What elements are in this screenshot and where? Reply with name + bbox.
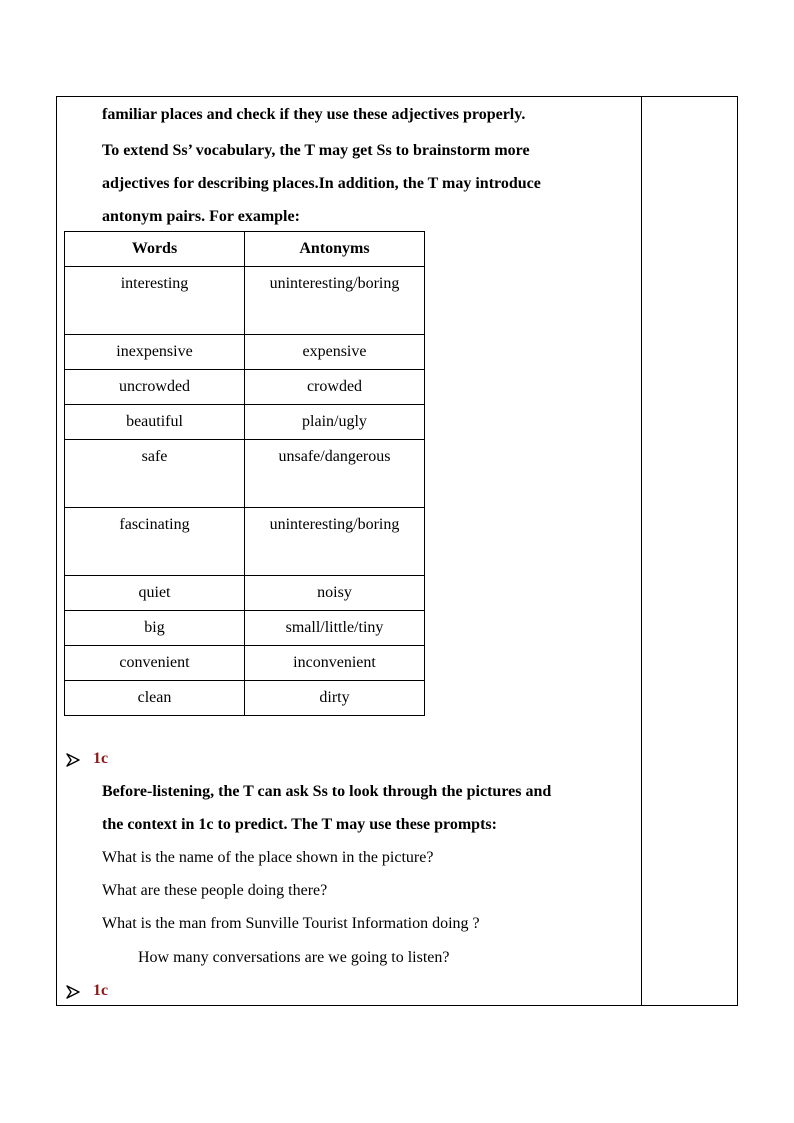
antonym-cell: dirty bbox=[245, 681, 425, 716]
word-cell: interesting bbox=[65, 267, 245, 335]
antonym-cell: crowded bbox=[245, 370, 425, 405]
antonym-cell: plain/ugly bbox=[245, 405, 425, 440]
arrow-bullet-icon bbox=[66, 753, 80, 767]
antonym-cell: inconvenient bbox=[245, 646, 425, 681]
bullet-arrow bbox=[66, 750, 80, 770]
header-antonyms: Antonyms bbox=[245, 232, 425, 267]
antonym-text: uninteresting/boring bbox=[269, 275, 400, 292]
table-row bbox=[65, 646, 425, 681]
word-cell: beautiful bbox=[65, 405, 245, 440]
antonym-text: unsafe/dangerous bbox=[278, 448, 391, 465]
word-cell: safe bbox=[65, 440, 245, 508]
antonym-cell: expensive bbox=[245, 335, 425, 370]
antonym-cell: small/little/tiny bbox=[245, 611, 425, 646]
column-divider bbox=[641, 97, 642, 1005]
bullet-arrow bbox=[66, 982, 80, 1002]
antonym-cell: noisy bbox=[245, 576, 425, 611]
table-row bbox=[65, 440, 425, 508]
prompt-line: How many conversations are we going to listen? bbox=[138, 949, 450, 966]
word-cell: big bbox=[65, 611, 245, 646]
prompt-line: What is the name of the place shown in the picture? bbox=[102, 849, 434, 866]
before-listening-line-1: Before-listening, the T can ask Ss to look through the pictures and bbox=[102, 783, 552, 800]
before-listening-line-2: the context in 1c to predict. The T may use these prompts: bbox=[102, 816, 497, 833]
word-cell: convenient bbox=[65, 646, 245, 681]
table-row bbox=[65, 405, 425, 440]
antonym-table bbox=[64, 231, 425, 716]
section-label-1c: 1c bbox=[93, 750, 109, 767]
arrow-bullet-icon bbox=[66, 985, 80, 999]
word-cell: fascinating bbox=[65, 508, 245, 576]
antonym-cell bbox=[245, 440, 425, 508]
intro-line-4: antonym pairs. For example: bbox=[102, 208, 300, 225]
table-row bbox=[65, 611, 425, 646]
prompt-line: What is the man from Sunville Tourist Information doing ? bbox=[102, 915, 480, 932]
antonym-cell bbox=[245, 267, 425, 335]
antonym-text: uninteresting/boring bbox=[269, 516, 400, 533]
lesson-plan-table bbox=[56, 96, 738, 1006]
table-row bbox=[65, 681, 425, 716]
word-cell: clean bbox=[65, 681, 245, 716]
antonym-cell bbox=[245, 508, 425, 576]
header-words: Words bbox=[65, 232, 245, 267]
word-cell: inexpensive bbox=[65, 335, 245, 370]
table-header-row bbox=[65, 232, 425, 267]
table-row bbox=[65, 370, 425, 405]
prompt-line: What are these people doing there? bbox=[102, 882, 328, 899]
table-row bbox=[65, 508, 425, 576]
section-label-1c: 1c bbox=[93, 982, 109, 999]
intro-line-3: adjectives for describing places.In addition, the T may introduce bbox=[102, 175, 541, 192]
intro-line-2: To extend Ss’ vocabulary, the T may get Ss to brainstorm more bbox=[102, 142, 530, 159]
intro-line-1: familiar places and check if they use these adjectives properly. bbox=[102, 106, 526, 123]
word-cell: uncrowded bbox=[65, 370, 245, 405]
table-row bbox=[65, 335, 425, 370]
table-row bbox=[65, 576, 425, 611]
table-row bbox=[65, 267, 425, 335]
word-cell: quiet bbox=[65, 576, 245, 611]
